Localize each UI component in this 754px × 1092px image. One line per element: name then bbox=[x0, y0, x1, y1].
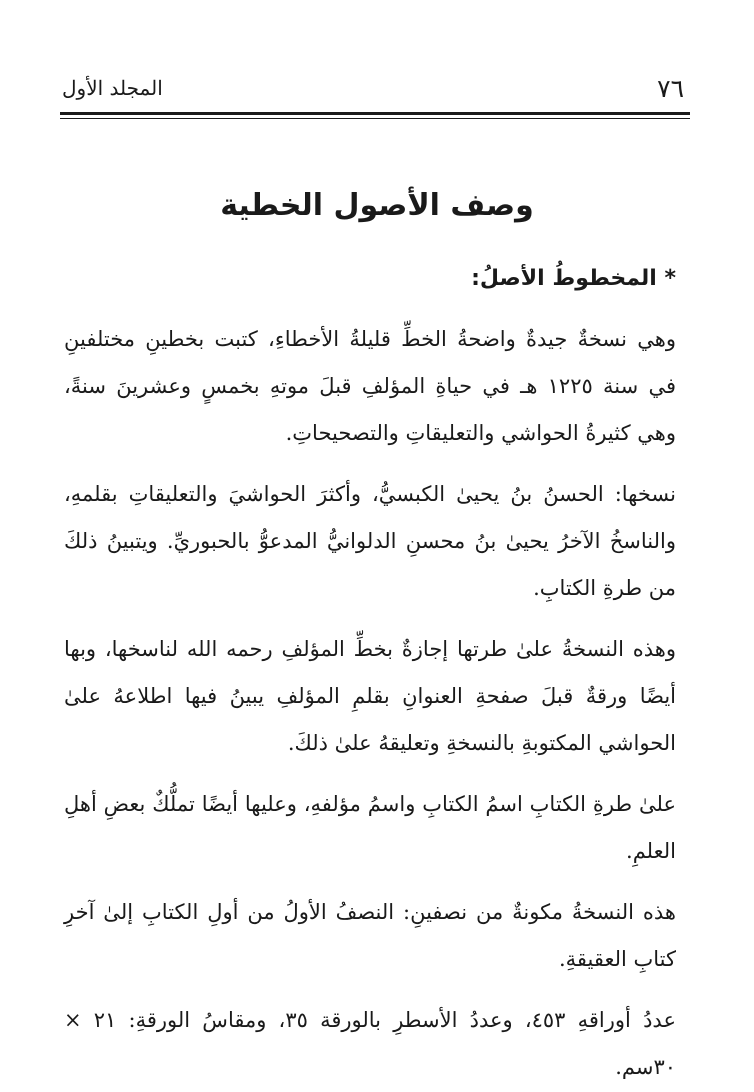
paragraph: نسخها: الحسنُ بنُ يحيىٰ الكبسيُّ، وأكثرَ الحواشيَ والتعليقاتِ بقلمهِ، والناسخُ الآخرُ يحيىٰ بنُ محسنِ الدلوانيُّ المدعوُّ بالحبوريِّ. ويتبينُ ذلكَ من طرةِ الكتابِ. bbox=[64, 482, 676, 600]
paragraph: علىٰ طرةِ الكتابِ اسمُ الكتابِ واسمُ مؤلفهِ، وعليها أيضًا تملُّكٌ بعضِ أهلِ العلمِ. bbox=[64, 792, 676, 863]
paragraph: وهذه النسخةُ علىٰ طرتها إجازةٌ بخطِّ المؤلفِ رحمه الله لناسخها، وبها أيضًا ورقةٌ قبلَ صفحةِ العنوانِ بقلمِ المؤلفِ يبينُ فيها اطلاعهُ علىٰ الحواشي المكتوبةِ بالنسخةِ وتعليقهُ علىٰ ذلكَ. bbox=[64, 637, 676, 755]
section-title: وصف الأصول الخطية bbox=[220, 188, 534, 223]
running-head bbox=[62, 72, 684, 106]
paragraph: هذه النسخةُ مكونةٌ من نصفينِ: النصفُ الأولُ من أولِ الكتابِ إلىٰ آخرِ كتابِ العقيقةِ. bbox=[64, 900, 676, 971]
volume-title: المجلد الأول bbox=[62, 76, 163, 100]
body-text bbox=[64, 255, 676, 1092]
header-rule-thick bbox=[60, 112, 690, 115]
page-number: ٧٦ bbox=[657, 74, 684, 103]
subheading: * المخطوطُ الأصلُ: bbox=[471, 266, 676, 291]
paragraph: عددُ أوراقهِ ٤٥٣، وعددُ الأسطرِ بالورقة ٣٥، ومقاسُ الورقةِ: ٢١ × ٣٠سم. bbox=[64, 1008, 676, 1079]
header-rule-thin bbox=[60, 118, 690, 119]
paragraph: وهي نسخةٌ جيدةٌ واضحةُ الخطِّ قليلةُ الأخطاءِ، كتبت بخطينِ مختلفينِ في سنة ١٢٢٥ هـ في حياةِ المؤلفِ قبلَ موتهِ بخمسٍ وعشرينَ سنةً، وهي كثيرةُ الحواشي والتعليقاتِ والتصحيحاتِ. bbox=[64, 327, 676, 445]
